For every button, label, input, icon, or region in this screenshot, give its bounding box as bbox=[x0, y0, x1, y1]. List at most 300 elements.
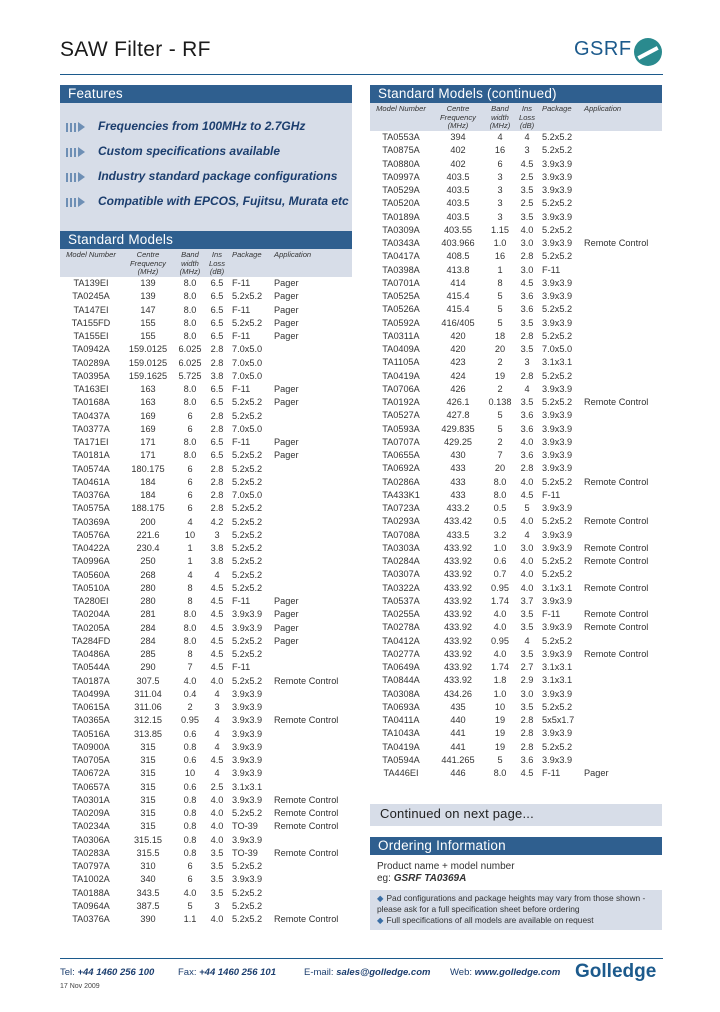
cell-bandwidth: 1.0 bbox=[493, 542, 507, 553]
cell-application bbox=[582, 184, 662, 197]
cell-frequency: 315 bbox=[140, 781, 156, 792]
cell-insloss: 3.5 bbox=[520, 211, 534, 222]
cell-insloss: 3.5 bbox=[520, 648, 534, 659]
cell-application bbox=[582, 688, 662, 701]
cell-bandwidth: 4 bbox=[187, 516, 193, 527]
cell-insloss: 4.5 bbox=[210, 755, 224, 765]
table-row bbox=[60, 794, 352, 807]
standard-models-continued-section bbox=[370, 85, 662, 780]
table-row bbox=[370, 211, 662, 224]
cell-package: 5.2x5.2 bbox=[232, 808, 263, 818]
cell-insloss: 3.6 bbox=[520, 410, 534, 421]
cell-application bbox=[582, 674, 662, 687]
cell-frequency: 415.4 bbox=[446, 304, 470, 315]
table-row bbox=[60, 781, 352, 794]
web-link[interactable]: www.golledge.com bbox=[474, 967, 561, 978]
cell-package: 5.2x5.2 bbox=[542, 251, 573, 262]
cell-model: TA0369A bbox=[72, 516, 110, 527]
table-row bbox=[60, 569, 352, 582]
cell-application: Remote Control bbox=[584, 582, 649, 593]
cell-frequency: 313.85 bbox=[133, 728, 163, 739]
cell-frequency: 169 bbox=[140, 410, 156, 421]
cell-bandwidth: 8 bbox=[187, 582, 193, 593]
col-model: Model Number bbox=[66, 250, 116, 259]
cell-application bbox=[272, 701, 352, 714]
ordering-note bbox=[377, 893, 656, 915]
col-package: Package bbox=[542, 104, 572, 113]
cell-frequency: 184 bbox=[140, 476, 156, 487]
cell-bandwidth: 0.6 bbox=[493, 556, 507, 566]
cell-model: TA0188A bbox=[72, 887, 110, 898]
cell-insloss: 4.0 bbox=[520, 224, 534, 235]
cell-model: TA171EI bbox=[73, 437, 109, 447]
cell-package: 3.9x3.9 bbox=[542, 648, 573, 659]
cell-model: TA0575A bbox=[72, 503, 110, 514]
cell-application: Pager bbox=[274, 596, 299, 606]
cell-package: 3.9x3.9 bbox=[232, 609, 263, 620]
table-row bbox=[60, 622, 352, 635]
cell-model: TA0692A bbox=[382, 463, 420, 474]
table-row bbox=[370, 423, 662, 436]
cell-model: TA0723A bbox=[382, 503, 420, 513]
footer-date: 17 Nov 2009 bbox=[60, 983, 100, 990]
cell-insloss: 6.5 bbox=[210, 291, 224, 302]
cell-frequency: 416/405 bbox=[441, 317, 475, 328]
ordering-eg-label: eg: bbox=[377, 873, 391, 884]
cell-bandwidth: 1.8 bbox=[493, 675, 507, 686]
cell-frequency: 171 bbox=[140, 450, 156, 461]
cell-frequency: 433.92 bbox=[443, 556, 473, 566]
cell-bandwidth: 19 bbox=[494, 741, 506, 752]
cell-package: 5.2x5.2 bbox=[232, 900, 263, 911]
table-row bbox=[370, 197, 662, 210]
cell-package: 3.9x3.9 bbox=[542, 688, 573, 699]
cell-bandwidth: 6.025 bbox=[178, 357, 202, 368]
cell-model: TA0516A bbox=[72, 728, 110, 739]
cell-frequency: 403.5 bbox=[446, 171, 470, 182]
cell-insloss: 6.5 bbox=[210, 317, 224, 328]
cell-insloss: 4.5 bbox=[210, 635, 224, 646]
cell-model: TA0437A bbox=[72, 410, 110, 421]
cell-insloss: 6.5 bbox=[210, 331, 224, 341]
cell-insloss: 3.5 bbox=[210, 861, 224, 871]
table-row bbox=[370, 144, 662, 157]
table-row bbox=[60, 290, 352, 303]
cell-bandwidth: 5 bbox=[497, 754, 503, 765]
cell-bandwidth: 1.0 bbox=[493, 688, 507, 699]
cell-package: F-11 bbox=[232, 304, 251, 315]
cell-bandwidth: 8.0 bbox=[183, 384, 197, 394]
cell-frequency: 315 bbox=[140, 755, 156, 765]
cell-application bbox=[272, 489, 352, 502]
cell-bandwidth: 1.1 bbox=[183, 914, 197, 924]
table-row bbox=[370, 396, 662, 409]
table-row bbox=[370, 370, 662, 383]
cell-frequency: 315 bbox=[140, 821, 156, 832]
cell-insloss: 3.6 bbox=[520, 450, 534, 460]
cell-model: TA0526A bbox=[382, 304, 420, 315]
cell-model: TA446EI bbox=[383, 768, 419, 778]
cell-application bbox=[272, 555, 352, 568]
standard-models-continued-table bbox=[370, 103, 662, 780]
cell-frequency: 433.92 bbox=[443, 595, 473, 606]
cell-insloss: 3.0 bbox=[520, 542, 534, 553]
table-row bbox=[370, 264, 662, 277]
cell-bandwidth: 6 bbox=[187, 410, 193, 421]
cell-insloss: 6.5 bbox=[210, 397, 224, 408]
cell-application bbox=[582, 224, 662, 237]
cell-frequency: 441.265 bbox=[441, 754, 475, 765]
cell-package: 3.9x3.9 bbox=[542, 542, 573, 553]
cell-insloss: 2.8 bbox=[520, 715, 534, 725]
cell-frequency: 424 bbox=[450, 370, 466, 381]
cell-application bbox=[582, 423, 662, 436]
cell-package: 5.2x5.2 bbox=[232, 503, 263, 514]
cell-package: 5.2x5.2 bbox=[232, 543, 263, 553]
table-row bbox=[60, 343, 352, 356]
cell-model: TA0797A bbox=[72, 861, 110, 871]
cell-package: 5.2x5.2 bbox=[232, 410, 263, 421]
cell-application bbox=[582, 158, 662, 171]
cell-application bbox=[582, 343, 662, 356]
cell-model: TA0289A bbox=[72, 357, 110, 368]
cell-model: TA1043A bbox=[382, 728, 420, 739]
cell-model: TA0398A bbox=[382, 264, 420, 275]
cell-bandwidth: 3 bbox=[497, 185, 503, 195]
cell-package: 3.9x3.9 bbox=[542, 436, 573, 447]
cell-frequency: 315 bbox=[140, 768, 156, 779]
table-row bbox=[60, 807, 352, 820]
table-row bbox=[370, 277, 662, 290]
cell-application bbox=[272, 357, 352, 370]
cell-package: 3.9x3.9 bbox=[542, 238, 573, 248]
cell-insloss: 3.5 bbox=[520, 344, 534, 354]
features-heading: Features bbox=[60, 85, 352, 103]
cell-bandwidth: 0.95 bbox=[181, 715, 199, 726]
cell-application bbox=[582, 264, 662, 277]
cell-insloss: 4 bbox=[214, 715, 220, 726]
table-row bbox=[370, 595, 662, 608]
table-row bbox=[370, 290, 662, 303]
cell-model: TA0900A bbox=[72, 741, 110, 752]
cell-application bbox=[582, 714, 662, 727]
brand-logo: GSRF bbox=[574, 38, 632, 60]
table-row bbox=[60, 754, 352, 767]
table-row bbox=[370, 303, 662, 316]
cell-package: 3.1x3.1 bbox=[542, 582, 573, 593]
cell-insloss: 2.8 bbox=[210, 476, 224, 487]
cell-frequency: 433.2 bbox=[446, 503, 470, 513]
cell-frequency: 180.175 bbox=[131, 463, 165, 474]
cell-insloss: 3.8 bbox=[210, 556, 224, 567]
cell-bandwidth: 8.0 bbox=[493, 768, 507, 778]
cell-insloss: 2.8 bbox=[210, 490, 224, 500]
cell-insloss: 2.8 bbox=[520, 728, 534, 739]
cell-package: 5.2x5.2 bbox=[542, 701, 573, 712]
cell-frequency: 433.92 bbox=[443, 622, 473, 633]
cell-bandwidth: 20 bbox=[494, 463, 506, 474]
cell-frequency: 390 bbox=[140, 914, 156, 924]
cell-model: TA0574A bbox=[72, 463, 110, 474]
cell-application bbox=[272, 741, 352, 754]
cell-insloss: 4.0 bbox=[210, 794, 224, 805]
cell-frequency: 290 bbox=[140, 662, 156, 673]
table-row bbox=[370, 250, 662, 263]
cell-insloss: 3 bbox=[214, 702, 220, 712]
cell-bandwidth: 3 bbox=[497, 171, 503, 182]
cell-model: TA0510A bbox=[72, 582, 110, 593]
cell-bandwidth: 8.0 bbox=[183, 622, 197, 633]
cell-bandwidth: 6 bbox=[187, 476, 193, 487]
table-row bbox=[60, 277, 352, 290]
cell-application bbox=[582, 502, 662, 515]
table-row bbox=[60, 741, 352, 754]
cell-package: F-11 bbox=[232, 662, 251, 673]
col-model: Model Number bbox=[376, 104, 426, 113]
cell-insloss: 4.5 bbox=[210, 596, 224, 606]
cell-application: Remote Control bbox=[584, 516, 649, 527]
cell-insloss: 3 bbox=[524, 145, 530, 156]
cell-application bbox=[272, 860, 352, 873]
cell-application bbox=[582, 383, 662, 396]
gsrf-logo-icon bbox=[634, 38, 662, 66]
table-row bbox=[370, 184, 662, 197]
cell-frequency: 402 bbox=[450, 145, 466, 156]
table-row bbox=[370, 674, 662, 687]
cell-application bbox=[272, 463, 352, 476]
cell-package: 5.2x5.2 bbox=[232, 450, 263, 461]
cell-insloss: 3.5 bbox=[520, 701, 534, 712]
cell-insloss: 4.0 bbox=[210, 821, 224, 832]
cell-model: TA0395A bbox=[72, 370, 110, 381]
cell-insloss: 4 bbox=[214, 768, 220, 779]
cell-application: Remote Control bbox=[584, 622, 649, 633]
cell-bandwidth: 3 bbox=[497, 211, 503, 222]
cell-package: 5.2x5.2 bbox=[232, 569, 263, 580]
cell-model: TA0204A bbox=[72, 609, 110, 620]
cell-insloss: 4 bbox=[524, 529, 530, 540]
cell-insloss: 4.5 bbox=[520, 158, 534, 169]
col-frequency: Centre Frequency (MHz) bbox=[440, 104, 476, 130]
cell-bandwidth: 16 bbox=[494, 251, 506, 262]
cell-insloss: 3.5 bbox=[520, 622, 534, 633]
cell-model: TA139EI bbox=[73, 278, 109, 288]
cell-bandwidth: 18 bbox=[494, 330, 506, 341]
table-row bbox=[60, 383, 352, 396]
cell-model: TA0875A bbox=[382, 145, 420, 156]
ordering-example: GSRF TA0369A bbox=[393, 873, 467, 884]
cell-application bbox=[582, 370, 662, 383]
cell-frequency: 310 bbox=[140, 861, 156, 871]
cell-frequency: 413.8 bbox=[446, 264, 470, 275]
cell-package: F-11 bbox=[542, 489, 561, 500]
cell-package: 3.9x3.9 bbox=[542, 529, 573, 540]
footer-email bbox=[304, 967, 430, 978]
table-row bbox=[60, 555, 352, 568]
cell-insloss: 6.5 bbox=[210, 384, 224, 394]
cell-model: TA0527A bbox=[382, 410, 420, 421]
table-row bbox=[370, 158, 662, 171]
cell-model: TA0486A bbox=[72, 649, 110, 659]
table-row bbox=[370, 224, 662, 237]
cell-insloss: 3.5 bbox=[520, 317, 534, 328]
cell-insloss: 4.5 bbox=[210, 649, 224, 659]
cell-package: 5.2x5.2 bbox=[542, 476, 573, 487]
cell-model: TA0234A bbox=[72, 821, 110, 832]
cell-application bbox=[582, 277, 662, 290]
cell-bandwidth: 6 bbox=[187, 490, 193, 500]
cell-bandwidth: 19 bbox=[494, 370, 506, 381]
table-row bbox=[60, 900, 352, 913]
table-row bbox=[60, 357, 352, 370]
feature-item: Frequencies from 100MHz to 2.7GHz bbox=[98, 119, 306, 133]
cell-model: TA0293A bbox=[382, 516, 420, 527]
cell-application bbox=[582, 144, 662, 157]
cell-model: TA0705A bbox=[72, 755, 110, 765]
table-row bbox=[60, 834, 352, 847]
cell-package: 5.2x5.2 bbox=[232, 291, 263, 302]
cell-frequency: 311.04 bbox=[134, 688, 162, 699]
table-row bbox=[370, 356, 662, 369]
cell-bandwidth: 8 bbox=[497, 277, 503, 288]
table-row bbox=[60, 582, 352, 595]
arrow-icon bbox=[66, 172, 88, 182]
cell-insloss: 3.6 bbox=[520, 423, 534, 434]
cell-model: TA0417A bbox=[382, 251, 420, 262]
cell-model: TA0520A bbox=[382, 198, 420, 209]
table-row bbox=[60, 648, 352, 661]
cell-package: 5.2x5.2 bbox=[542, 741, 573, 752]
cell-frequency: 280 bbox=[140, 596, 156, 606]
cell-application bbox=[582, 356, 662, 369]
cell-application bbox=[272, 343, 352, 356]
footer-fax bbox=[178, 967, 276, 978]
cell-bandwidth: 5 bbox=[497, 410, 503, 421]
standard-models-continued-heading: Standard Models (continued) bbox=[370, 85, 662, 103]
email-link[interactable]: sales@golledge.com bbox=[336, 967, 431, 978]
cell-insloss: 2.9 bbox=[520, 675, 534, 686]
cell-bandwidth: 8.0 bbox=[183, 291, 197, 302]
cell-application bbox=[272, 887, 352, 900]
cell-model: TA0657A bbox=[72, 781, 110, 792]
web-label: Web: bbox=[450, 967, 473, 978]
features-section bbox=[60, 85, 352, 239]
cell-model: TA147EI bbox=[73, 304, 109, 315]
cell-application bbox=[272, 688, 352, 701]
cell-application bbox=[582, 250, 662, 263]
cell-insloss: 4.5 bbox=[520, 489, 534, 500]
cell-application bbox=[582, 595, 662, 608]
cell-insloss: 4.5 bbox=[210, 609, 224, 620]
table-row bbox=[60, 873, 352, 886]
fax-label: Fax: bbox=[178, 967, 197, 978]
table-row bbox=[60, 701, 352, 714]
cell-bandwidth: 8 bbox=[187, 596, 193, 606]
cell-model: TA0278A bbox=[382, 622, 420, 633]
cell-insloss: 2.8 bbox=[520, 463, 534, 474]
cell-frequency: 221.6 bbox=[136, 529, 160, 540]
table-row bbox=[60, 436, 352, 449]
cell-frequency: 433.92 bbox=[443, 609, 473, 619]
cell-application bbox=[582, 211, 662, 224]
cell-model: TA0560A bbox=[72, 569, 110, 580]
cell-model: TA0419A bbox=[382, 370, 420, 381]
cell-application bbox=[272, 873, 352, 886]
cell-application: Pager bbox=[274, 450, 299, 461]
cell-bandwidth: 4 bbox=[187, 569, 193, 580]
cell-model: TA0844A bbox=[382, 675, 420, 686]
cell-application: Remote Control bbox=[584, 556, 649, 566]
cell-insloss: 4.0 bbox=[520, 436, 534, 447]
table-row bbox=[60, 502, 352, 515]
table-row bbox=[60, 635, 352, 648]
cell-package: 3.9x3.9 bbox=[232, 728, 263, 739]
cell-frequency: 268 bbox=[140, 569, 156, 580]
cell-package: 5.2x5.2 bbox=[232, 397, 263, 408]
col-insloss: Ins Loss (dB) bbox=[208, 250, 226, 276]
cell-bandwidth: 1.15 bbox=[491, 224, 509, 235]
table-row bbox=[370, 462, 662, 475]
table-row bbox=[60, 688, 352, 701]
cell-package: 3.9x3.9 bbox=[232, 874, 263, 885]
table-row bbox=[60, 396, 352, 409]
cell-application bbox=[272, 781, 352, 794]
cell-package: TO-39 bbox=[232, 847, 258, 858]
cell-insloss: 4.0 bbox=[520, 516, 534, 527]
header-divider bbox=[60, 74, 663, 75]
table-row bbox=[370, 568, 662, 581]
table-row bbox=[370, 542, 662, 555]
cell-bandwidth: 1 bbox=[187, 556, 193, 567]
cell-application: Pager bbox=[274, 437, 299, 447]
cell-package: 5.2x5.2 bbox=[232, 463, 263, 474]
cell-bandwidth: 0.8 bbox=[183, 741, 197, 752]
cell-frequency: 315.15 bbox=[133, 834, 163, 845]
cell-frequency: 414 bbox=[450, 277, 466, 288]
cell-application: Pager bbox=[274, 397, 299, 408]
cell-insloss: 4 bbox=[524, 635, 530, 646]
cell-model: TA0365A bbox=[72, 715, 110, 726]
cell-package: 3.9x3.9 bbox=[232, 715, 263, 726]
cell-frequency: 420 bbox=[450, 344, 466, 354]
table-row bbox=[370, 714, 662, 727]
cell-insloss: 2.8 bbox=[520, 251, 534, 262]
cell-application: Pager bbox=[274, 635, 299, 646]
cell-bandwidth: 5 bbox=[497, 291, 503, 301]
cell-insloss: 3 bbox=[214, 529, 220, 540]
table-row bbox=[60, 410, 352, 423]
cell-insloss: 3.8 bbox=[210, 543, 224, 553]
cell-frequency: 441 bbox=[450, 741, 466, 752]
table-row bbox=[60, 675, 352, 688]
table-row bbox=[60, 489, 352, 502]
cell-model: TA0409A bbox=[382, 344, 420, 354]
table-row bbox=[370, 343, 662, 356]
cell-bandwidth: 8.0 bbox=[493, 489, 507, 500]
cell-frequency: 433.5 bbox=[446, 529, 470, 540]
cell-frequency: 433.92 bbox=[443, 542, 473, 553]
cell-application: Pager bbox=[274, 609, 299, 620]
col-bandwidth: Band width (MHz) bbox=[489, 104, 511, 130]
cell-bandwidth: 1 bbox=[187, 543, 193, 553]
cell-frequency: 433.92 bbox=[443, 635, 473, 646]
cell-model: TA0615A bbox=[72, 702, 110, 712]
cell-frequency: 285 bbox=[140, 649, 156, 659]
cell-bandwidth: 3 bbox=[497, 198, 503, 209]
cell-frequency: 281 bbox=[140, 609, 156, 620]
cell-bandwidth: 0.6 bbox=[183, 755, 197, 765]
table-row bbox=[370, 688, 662, 701]
